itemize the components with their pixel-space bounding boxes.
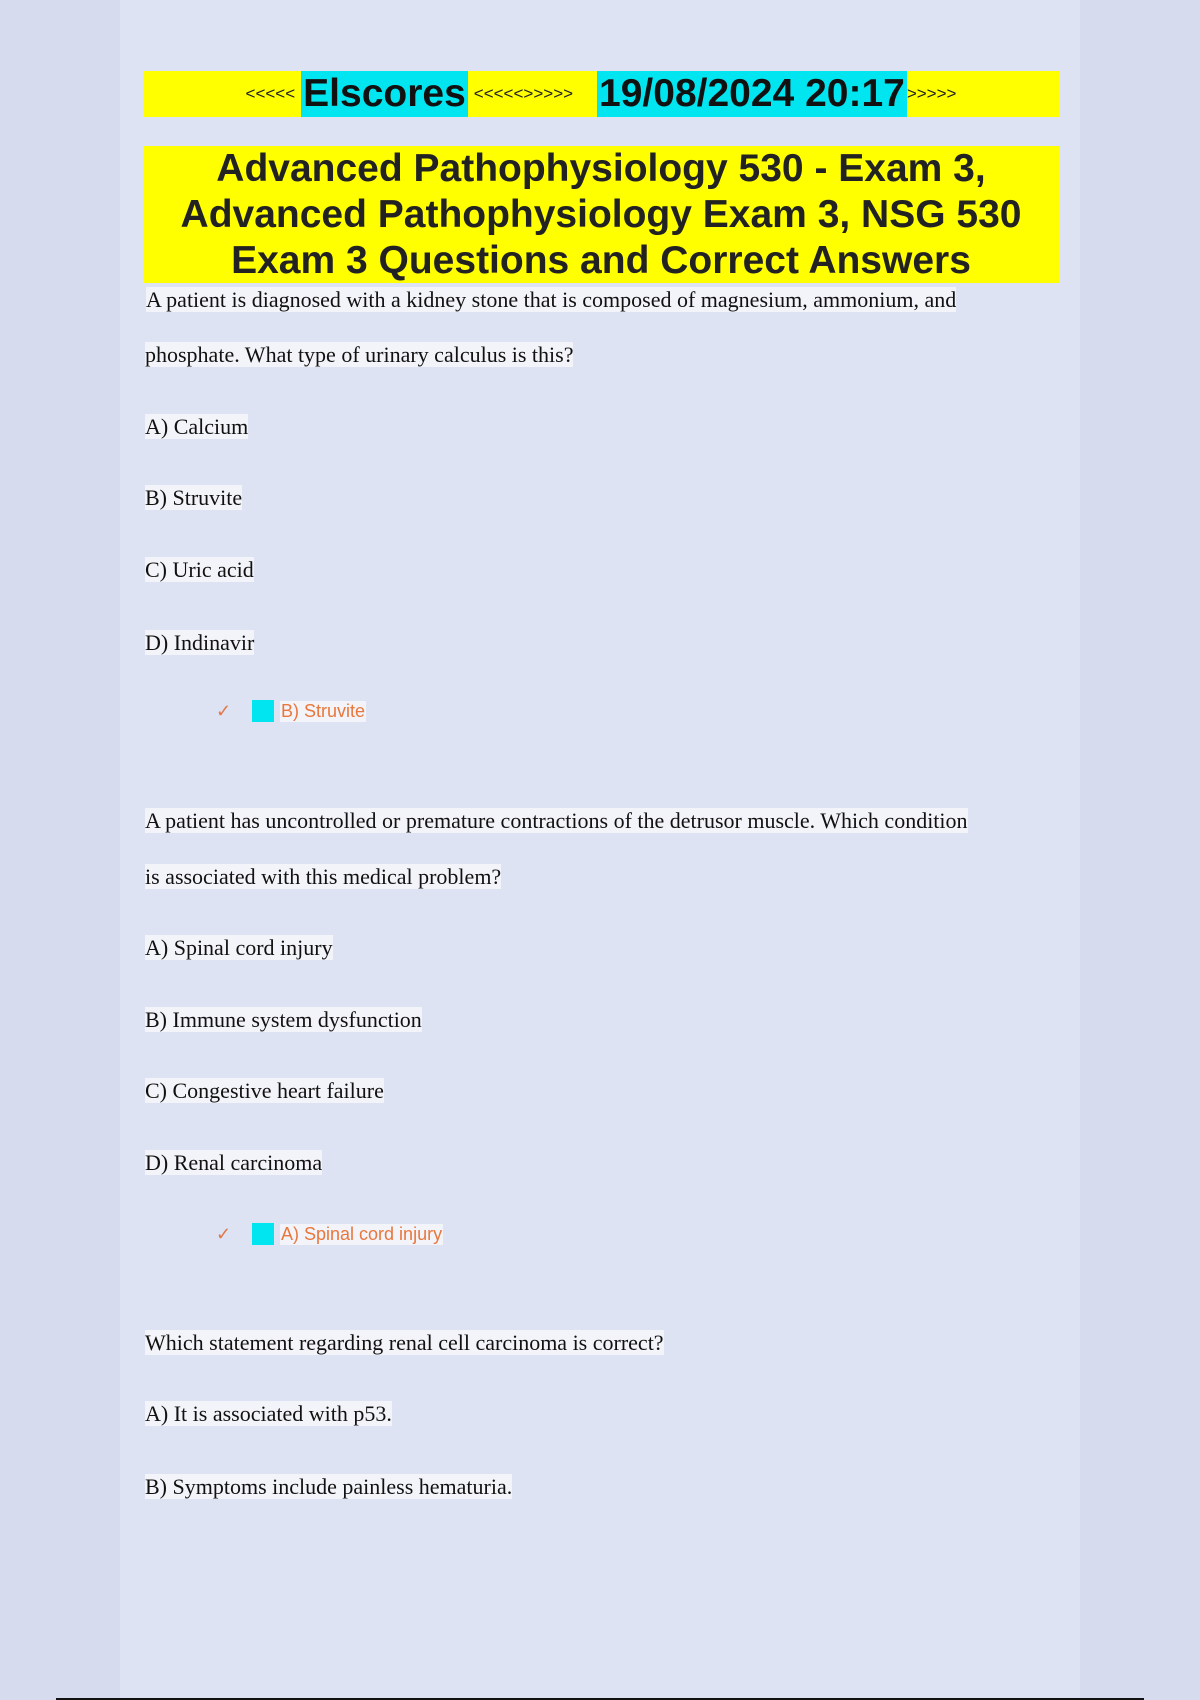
title-line-1: Advanced Pathophysiology 530 - Exam 3,	[216, 147, 986, 190]
check-icon: ✓	[216, 700, 232, 721]
question-1-option-b: B) Struvite	[145, 485, 243, 510]
question-3-stem-line-1: Which statement regarding renal cell carcinoma is correct?	[145, 1330, 664, 1355]
question-1-option-d: D) Indinavir	[145, 630, 255, 655]
question-2-answer	[216, 1223, 443, 1245]
question-1-option-a: A) Calcium	[145, 414, 249, 439]
header-banner	[143, 71, 1059, 117]
question-2-option-d: D) Renal carcinoma	[145, 1150, 323, 1175]
question-1-answer-text: B) Struvite	[281, 700, 366, 721]
question-3-option-b: B) Symptoms include painless hematuria.	[145, 1474, 513, 1499]
question-1-option-c: C) Uric acid	[145, 557, 254, 582]
question-1-stem-line-1: A patient is diagnosed with a kidney stone that is composed of magnesium, ammonium, and	[146, 287, 957, 312]
question-2-option-c: C) Congestive heart failure	[145, 1078, 384, 1103]
question-3-option-a: A) It is associated with p53.	[145, 1401, 392, 1426]
document-title	[143, 146, 1059, 283]
highlight-marker-icon	[252, 700, 274, 722]
question-2-stem-line-1: A patient has uncontrolled or premature contractions of the detrusor muscle. Which condition	[145, 808, 968, 833]
question-2-stem-line-2: is associated with this medical problem?	[145, 864, 502, 889]
highlight-marker-icon	[252, 1223, 274, 1245]
title-line-2: Advanced Pathophysiology Exam 3, NSG 530	[180, 193, 1022, 236]
question-2-option-b: B) Immune system dysfunction	[145, 1007, 422, 1032]
question-2-answer-text: A) Spinal cord injury	[281, 1223, 443, 1244]
brand-name: Elscores	[303, 72, 466, 115]
header-middle-arrows: <<<<<>>>>>	[473, 84, 574, 103]
question-1-stem-line-2: phosphate. What type of urinary calculus is this?	[145, 342, 574, 367]
question-2-option-a: A) Spinal cord injury	[145, 935, 333, 960]
title-line-3: Exam 3 Questions and Correct Answers	[231, 239, 971, 282]
question-1-answer	[216, 700, 366, 722]
header-datetime: 19/08/2024 20:17	[599, 72, 905, 115]
check-icon: ✓	[216, 1223, 232, 1244]
header-left-arrows: <<<<<	[245, 84, 296, 103]
header-right-arrows: >>>>>	[906, 84, 957, 103]
